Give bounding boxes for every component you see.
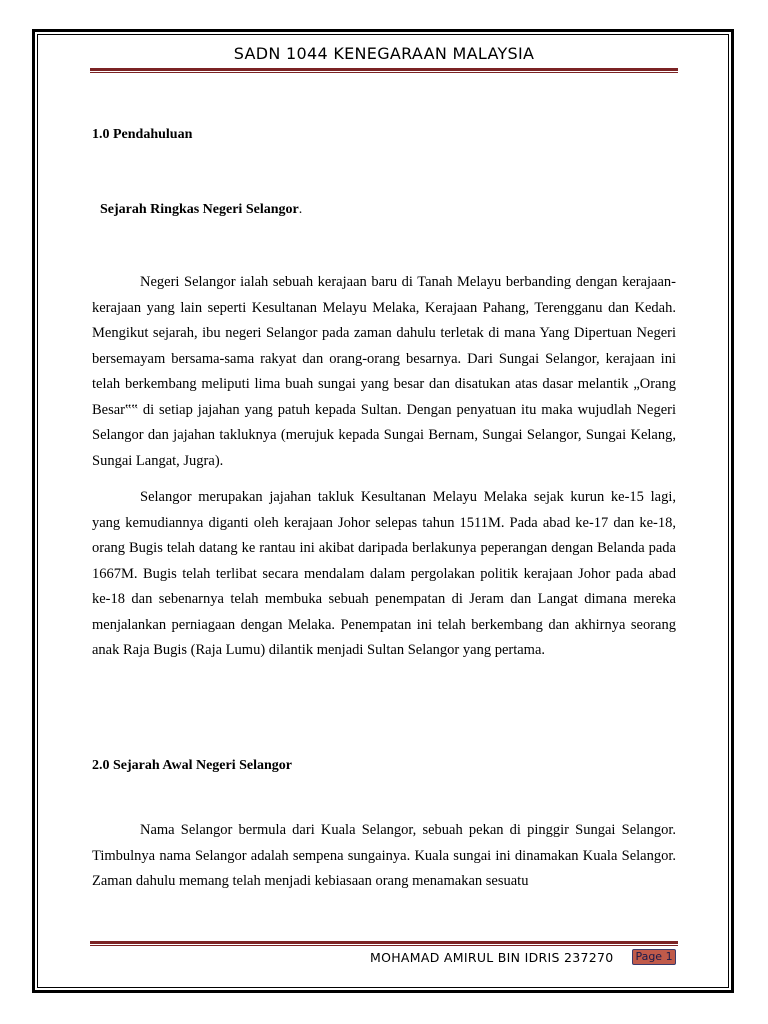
footer-author: MOHAMAD AMIRUL BIN IDRIS 237270	[370, 950, 614, 965]
section-1-subheading-text: Sejarah Ringkas Negeri Selangor	[100, 202, 299, 217]
section-1-paragraph-1: Negeri Selangor ialah sebuah kerajaan baru di Tanah Melayu berbanding dengan kerajaan-kerajaan yang lain seperti Kesultanan Melayu Melaka, Kerajaan Pahang, Terengganu dan Kedah. Mengikut sejarah, ibu negeri Selangor pada zaman dahulu terletak di mana Yang Dipertuan Negeri bersemayam bersama-sama rakyat dan orang-orang besarnya. Dari Sungai Selangor, kerajaan ini telah berkembang meliputi lima buah sungai yang besar dan disatukan atas dasar melantik „Orang Besar‟‟ di setiap jajahan yang patuh kepada Sultan. Dengan penyatuan itu maka wujudlah Negeri Selangor dan jajahan takluknya (merujuk kepada Sungai Bernam, Sungai Selangor, Sungai Kelang, Sungai Langat, Jugra).	[92, 274, 676, 469]
header-rule	[90, 68, 678, 73]
header-title: SADN 1044 KENEGARAAN MALAYSIA	[233, 44, 535, 63]
section-1-heading: 1.0 Pendahuluan	[92, 127, 193, 142]
section-1-subheading-suffix: .	[298, 202, 303, 217]
section-2-paragraph-1: Nama Selangor bermula dari Kuala Selangor, sebuah pekan di pinggir Sungai Selangor. Timbulnya nama Selangor adalah sempena sungainya. Kuala sungai ini dinamakan Kuala Selangor. Zaman dahulu memang telah menjadi kebiasaan orang menamakan sesuatu	[92, 822, 676, 889]
section-2-heading: 2.0 Sejarah Awal Negeri Selangor	[92, 758, 292, 773]
section-1-subheading	[100, 201, 302, 219]
page-number-badge: Page 1	[632, 949, 676, 965]
section-1-paragraph-2: Selangor merupakan jajahan takluk Kesultanan Melayu Melaka sejak kurun ke-15 lagi, yang kemudiannya diganti oleh kerajaan Johor selepas tahun 1511M. Pada abad ke-17 dan ke-18, orang Bugis telah datang ke rantau ini akibat daripada berlakunya peperangan dengan Belanda pada 1667M. Bugis telah terlibat secara mendalam dalam pergolakan politik kerajaan Johor pada abad ke-18 dan sebenarnya telah membuka sebuah penempatan di Jeram dan Langat dimana mereka menjalankan perniagaan dengan Melaka. Penempatan ini telah berkembang dan akhirnya seorang anak Raja Bugis (Raja Lumu) dilantik menjadi Sultan Selangor yang pertama.	[92, 489, 676, 658]
footer-rule	[90, 941, 678, 946]
